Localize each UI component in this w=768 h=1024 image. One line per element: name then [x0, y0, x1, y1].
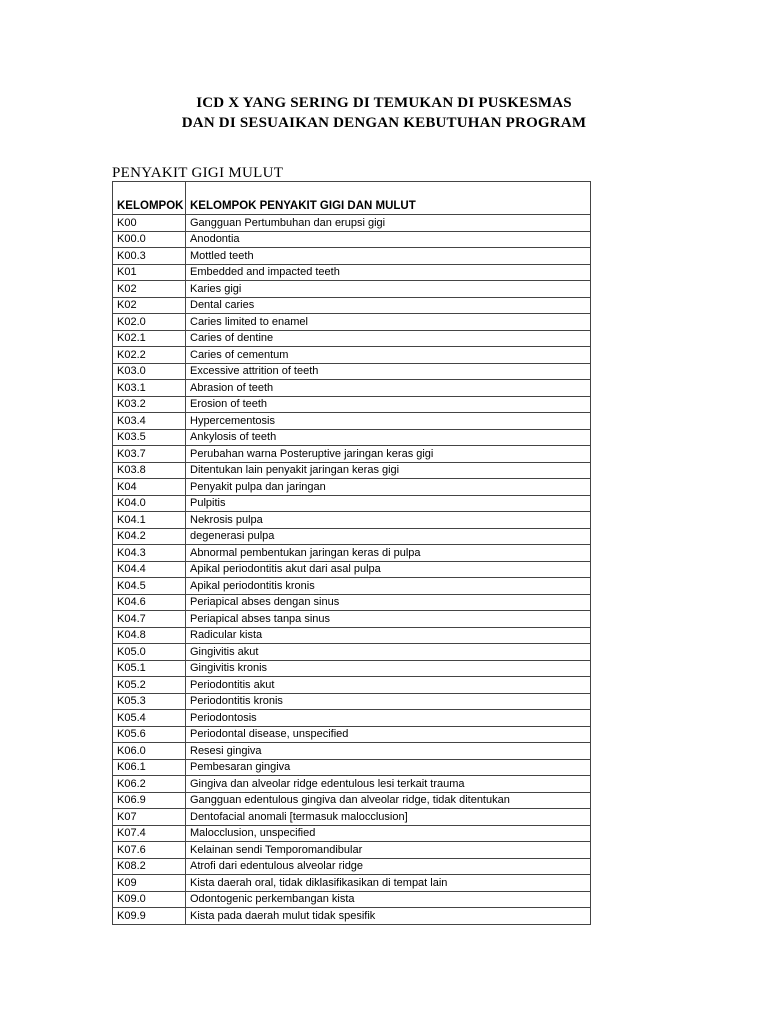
cell-name: Kista daerah oral, tidak diklasifikasikan di tempat lain [186, 875, 591, 892]
cell-name: Ankylosis of teeth [186, 429, 591, 446]
cell-name: Excessive attrition of teeth [186, 363, 591, 380]
table-row [113, 512, 591, 529]
table-row [113, 396, 591, 413]
cell-name: Caries of cementum [186, 347, 591, 364]
cell-code: K06.2 [113, 776, 186, 793]
cell-name: Embedded and impacted teeth [186, 264, 591, 281]
table-row [113, 330, 591, 347]
cell-name: Perubahan warna Posteruptive jaringan keras gigi [186, 446, 591, 463]
cell-code: K05.4 [113, 710, 186, 727]
table-row [113, 578, 591, 595]
cell-name: Dental caries [186, 297, 591, 314]
cell-name: Periodontitis akut [186, 677, 591, 694]
cell-code: K07.4 [113, 825, 186, 842]
table-row [113, 858, 591, 875]
cell-name: Pembesaran gingiva [186, 759, 591, 776]
column-header-code: KELOMPOK [113, 182, 186, 215]
cell-code: K03.2 [113, 396, 186, 413]
table-row [113, 462, 591, 479]
cell-name: Anodontia [186, 231, 591, 248]
cell-name: Periapical abses dengan sinus [186, 594, 591, 611]
table-row [113, 264, 591, 281]
cell-name: Abnormal pembentukan jaringan keras di pulpa [186, 545, 591, 562]
cell-code: K04 [113, 479, 186, 496]
cell-name: Periodontal disease, unspecified [186, 726, 591, 743]
table-row [113, 644, 591, 661]
cell-name: Resesi gingiva [186, 743, 591, 760]
cell-name: Kelainan sendi Temporomandibular [186, 842, 591, 859]
cell-name: Caries of dentine [186, 330, 591, 347]
cell-name: Gangguan edentulous gingiva dan alveolar ridge, tidak ditentukan [186, 792, 591, 809]
cell-name: Malocclusion, unspecified [186, 825, 591, 842]
cell-name: Hypercementosis [186, 413, 591, 430]
cell-name: Atrofi dari edentulous alveolar ridge [186, 858, 591, 875]
cell-code: K01 [113, 264, 186, 281]
cell-name: Gangguan Pertumbuhan dan erupsi gigi [186, 215, 591, 232]
cell-code: K03.5 [113, 429, 186, 446]
cell-name: Mottled teeth [186, 248, 591, 265]
table-row [113, 743, 591, 760]
cell-code: K06.0 [113, 743, 186, 760]
icd-code-table [112, 181, 591, 925]
table-row [113, 891, 591, 908]
cell-code: K07.6 [113, 842, 186, 859]
table-row [113, 413, 591, 430]
cell-code: K09.0 [113, 891, 186, 908]
table-row [113, 908, 591, 925]
table-row [113, 281, 591, 298]
table-row [113, 495, 591, 512]
cell-name: Caries limited to enamel [186, 314, 591, 331]
table-row [113, 710, 591, 727]
cell-code: K07 [113, 809, 186, 826]
table-row [113, 842, 591, 859]
table-row [113, 825, 591, 842]
table-body [113, 215, 591, 925]
cell-name: Periodontosis [186, 710, 591, 727]
table-row [113, 314, 591, 331]
table-row [113, 429, 591, 446]
table-row [113, 347, 591, 364]
cell-code: K05.3 [113, 693, 186, 710]
cell-code: K02.0 [113, 314, 186, 331]
table-row [113, 660, 591, 677]
title-line-1: ICD X YANG SERING DI TEMUKAN DI PUSKESMAS [196, 95, 572, 111]
cell-name: Gingivitis akut [186, 644, 591, 661]
table-row [113, 809, 591, 826]
cell-name: Radicular kista [186, 627, 591, 644]
cell-code: K03.1 [113, 380, 186, 397]
cell-code: K04.0 [113, 495, 186, 512]
table-row [113, 726, 591, 743]
table-row [113, 759, 591, 776]
table-row [113, 479, 591, 496]
cell-code: K04.7 [113, 611, 186, 628]
table-header-row [113, 182, 591, 215]
cell-code: K03.0 [113, 363, 186, 380]
cell-code: K04.8 [113, 627, 186, 644]
cell-code: K02.1 [113, 330, 186, 347]
cell-code: K06.1 [113, 759, 186, 776]
cell-code: K05.2 [113, 677, 186, 694]
cell-code: K02 [113, 281, 186, 298]
document-title [0, 93, 768, 133]
table-row [113, 297, 591, 314]
table-row [113, 528, 591, 545]
table-row [113, 248, 591, 265]
cell-code: K03.8 [113, 462, 186, 479]
cell-code: K05.0 [113, 644, 186, 661]
cell-code: K00 [113, 215, 186, 232]
cell-code: K04.6 [113, 594, 186, 611]
cell-code: K05.1 [113, 660, 186, 677]
cell-name: Nekrosis pulpa [186, 512, 591, 529]
cell-code: K00.0 [113, 231, 186, 248]
cell-code: K04.4 [113, 561, 186, 578]
cell-code: K04.5 [113, 578, 186, 595]
cell-code: K00.3 [113, 248, 186, 265]
cell-code: K09 [113, 875, 186, 892]
cell-code: K08.2 [113, 858, 186, 875]
table-row [113, 215, 591, 232]
table-row [113, 446, 591, 463]
cell-code: K09.9 [113, 908, 186, 925]
cell-name: Dentofacial anomali [termasuk malocclusion] [186, 809, 591, 826]
cell-code: K03.7 [113, 446, 186, 463]
title-line-2: DAN DI SESUAIKAN DENGAN KEBUTUHAN PROGRAM [181, 115, 587, 131]
column-header-name: KELOMPOK PENYAKIT GIGI DAN MULUT [186, 182, 591, 215]
table-row [113, 693, 591, 710]
table-row [113, 875, 591, 892]
cell-name: Gingivitis kronis [186, 660, 591, 677]
cell-code: K04.2 [113, 528, 186, 545]
cell-name: Erosion of teeth [186, 396, 591, 413]
table-row [113, 231, 591, 248]
cell-name: Apikal periodontitis akut dari asal pulpa [186, 561, 591, 578]
cell-name: Karies gigi [186, 281, 591, 298]
cell-name: Odontogenic perkembangan kista [186, 891, 591, 908]
table-row [113, 627, 591, 644]
cell-code: K03.4 [113, 413, 186, 430]
table-row [113, 611, 591, 628]
cell-name: Gingiva dan alveolar ridge edentulous lesi terkait trauma [186, 776, 591, 793]
cell-name: degenerasi pulpa [186, 528, 591, 545]
table-row [113, 561, 591, 578]
cell-name: Pulpitis [186, 495, 591, 512]
cell-name: Apikal periodontitis kronis [186, 578, 591, 595]
table-row [113, 677, 591, 694]
table-row [113, 380, 591, 397]
cell-name: Abrasion of teeth [186, 380, 591, 397]
cell-code: K04.3 [113, 545, 186, 562]
cell-name: Penyakit pulpa dan jaringan [186, 479, 591, 496]
table-row [113, 545, 591, 562]
cell-code: K02.2 [113, 347, 186, 364]
cell-name: Periodontitis kronis [186, 693, 591, 710]
cell-code: K05.6 [113, 726, 186, 743]
table-row [113, 792, 591, 809]
cell-name: Ditentukan lain penyakit jaringan keras gigi [186, 462, 591, 479]
cell-code: K04.1 [113, 512, 186, 529]
table-row [113, 363, 591, 380]
cell-name: Kista pada daerah mulut tidak spesifik [186, 908, 591, 925]
table-row [113, 776, 591, 793]
section-heading: PENYAKIT GIGI MULUT [112, 165, 284, 181]
cell-code: K06.9 [113, 792, 186, 809]
table-row [113, 594, 591, 611]
cell-code: K02 [113, 297, 186, 314]
cell-name: Periapical abses tanpa sinus [186, 611, 591, 628]
